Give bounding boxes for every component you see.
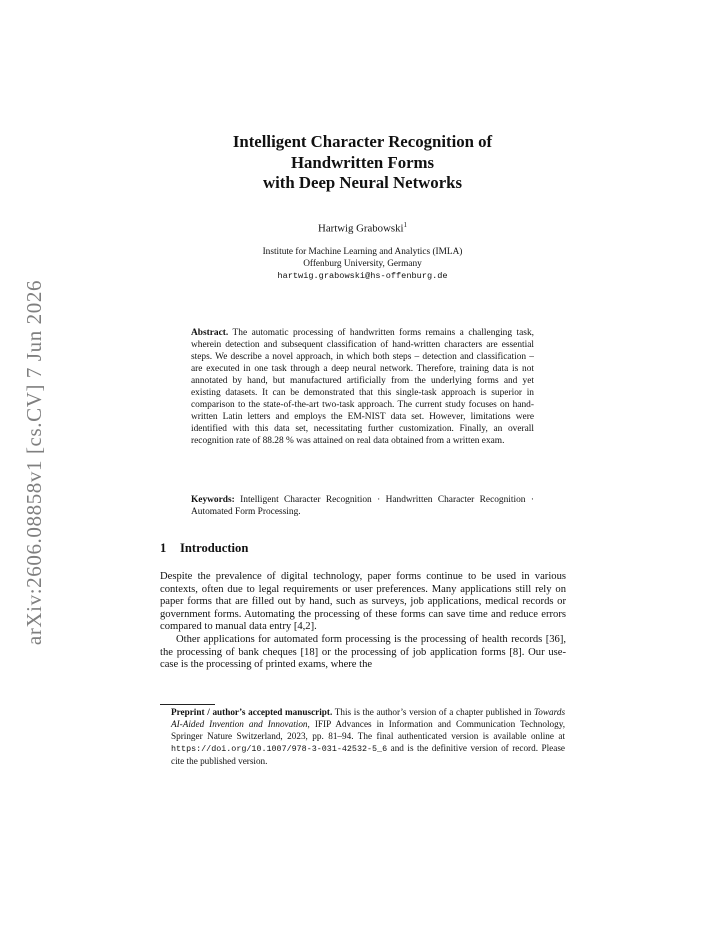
- section-heading: [160, 541, 248, 556]
- paragraph: Other applications for automated form processing is the processing of health records [36], the processing of bank cheques [18] or the processing of job application forms [8]. Our use-case is the processing of printed exams, where the: [160, 633, 566, 671]
- section-title: Introduction: [180, 541, 249, 555]
- author-email[interactable]: hartwig.grabowski@hs-offenburg.de: [277, 271, 448, 281]
- paragraph: Despite the prevalence of digital technology, paper forms continue to be used in various contexts, often due to legal requirements or user preferences. Many applications still rely on paper forms that are filled out by hand, such as surveys, job applications, medical records or government forms. Automating the processing of these forms can save time and reduce errors compared to manual data entry [4,2].: [160, 571, 566, 633]
- paper-title: [160, 132, 565, 194]
- affiliation-mark: 1: [403, 221, 407, 229]
- footnote-label: Preprint / author’s accepted manuscript.: [171, 707, 333, 717]
- author-name: Hartwig Grabowski: [318, 222, 404, 235]
- footnote-text: , IFIP Advances in Information and Communication Technology, Springer Nature Switzerland, 2023, pp. 81–94. The final authenticated version is available online at: [171, 718, 565, 741]
- book-title: Towards AI-Aided Invention and Innovation: [171, 707, 566, 729]
- footnote-text: and is the definitive version of record. Please cite the published version.: [171, 742, 565, 766]
- abstract-text: The automatic processing of handwritten forms remains a challenging task, wherein detection and subsequent classification of hand-written characters are essential steps. We describe a novel approach, in which both steps – detection and classification – are executed in one task through a deep neural network. Therefore, training data is not annotated by hand, but manufactured artificially from the underlying forms and yet existing datasets. It can be demonstrated that this single-task approach is superior in comparison to the state-of-the-art two-task approach. The current study focuses on hand-written Latin letters and employs the EM-NIST data set. However, limitations were identified with this data set, necessitating further customization. Finally, an overall recognition rate of 88.28 % was attained on real data obtained from a written exam.: [191, 328, 534, 446]
- title-line: with Deep Neural Networks: [262, 173, 462, 192]
- keywords: [191, 494, 534, 518]
- doi-link[interactable]: https://doi.org/10.1007/978-3-031-42532-5_6: [171, 743, 388, 754]
- author: [160, 221, 565, 235]
- affiliation-university: Offenburg University, Germany: [303, 259, 422, 269]
- affiliation: [160, 246, 565, 282]
- footnote-rule: [160, 704, 215, 705]
- introduction-body: [160, 571, 566, 672]
- title-line: Handwritten Forms: [290, 152, 435, 172]
- keywords-label: Keywords:: [191, 495, 235, 505]
- arxiv-identifier: [20, 262, 50, 662]
- keywords-text: Intelligent Character Recognition · Handwritten Character Recognition · Automated Form Processing.: [191, 495, 535, 517]
- title-line: Intelligent Character Recognition of: [232, 132, 493, 151]
- section-number: 1: [160, 541, 167, 555]
- arxiv-id-text: arXiv:2606.08858v1 [cs.CV] 7 Jun 2026: [22, 279, 47, 645]
- affiliation-institute: Institute for Machine Learning and Analytics (IMLA): [262, 247, 463, 257]
- abstract: [191, 327, 534, 447]
- abstract-label: Abstract.: [191, 328, 229, 338]
- footnote: [171, 707, 565, 768]
- footnote-text: This is the author’s version of a chapter published in: [334, 707, 532, 717]
